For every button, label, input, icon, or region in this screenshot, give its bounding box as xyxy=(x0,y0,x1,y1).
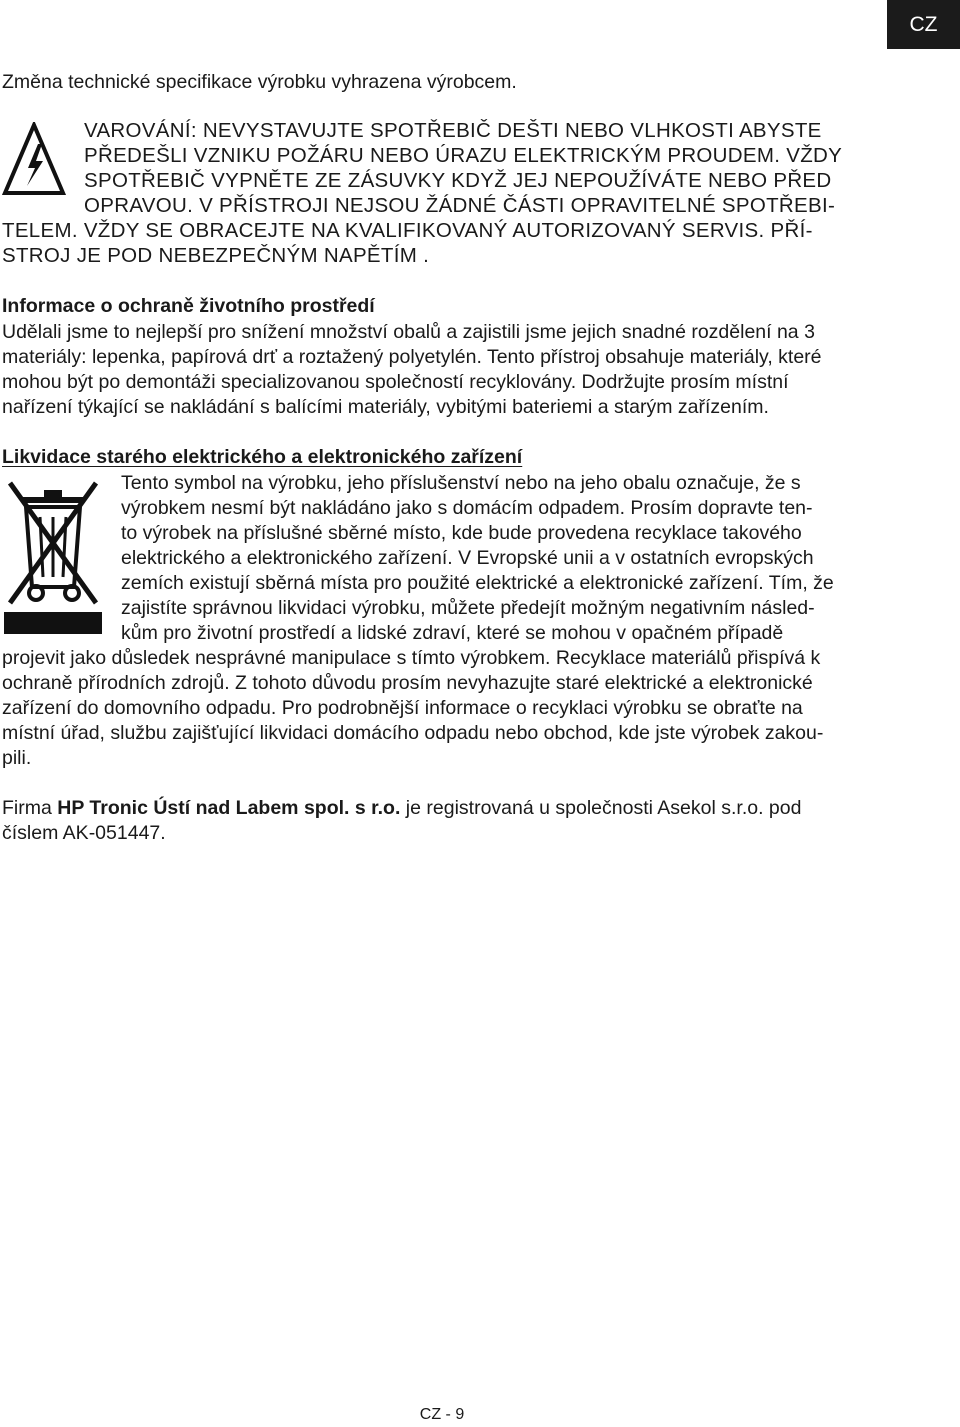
warning-line: PŘEDEŠLI VZNIKU POŽÁRU NEBO ÚRAZU ELEKTRICKÝM PROUDEM. VŽDY xyxy=(84,144,843,167)
warning-line: TELEM. VŽDY SE OBRACEJTE NA KVALIFIKOVANÝ AUTORIZOVANÝ SERVIS. PŘÍ- xyxy=(2,219,813,242)
disposal-heading: Likvidace starého elektrického a elektronického zařízení xyxy=(2,446,523,468)
environment-heading: Informace o ochraně životního prostředí xyxy=(2,295,375,317)
registration-suffix: je registrovaná u společnosti Asekol s.r.o. pod xyxy=(400,797,802,819)
disposal-text-line: výrobkem nesmí být nakládáno jako s domácím odpadem. Prosím dopravte ten- xyxy=(121,497,813,519)
warning-line: OPRAVOU. V PŘÍSTROJI NEJSOU ŽÁDNÉ ČÁSTI OPRAVITELNÉ SPOTŘEBI- xyxy=(84,194,836,217)
electric-shock-warning-icon xyxy=(2,122,66,196)
company-name: HP Tronic Ústí nad Labem spol. s r.o. xyxy=(57,797,401,819)
crossed-out-wheelie-bin-icon xyxy=(2,475,104,637)
warning-line: STROJ JE POD NEBEZPEČNÝM NAPĚTÍM . xyxy=(2,244,430,267)
disposal-text-line: zajistíte správnou likvidaci výrobku, můžete předejít možným negativním násled- xyxy=(121,597,815,619)
environment-text-line: materiály: lepenka, papírová drť a roztažený polyetylén. Tento přístroj obsahuje materiály, které xyxy=(2,346,822,368)
disposal-text-line: projevit jako důsledek nesprávné manipulace s tímto výrobkem. Recyklace materiálů přispívá k xyxy=(2,647,821,669)
language-tab: CZ xyxy=(887,0,960,49)
registration-number-line: číslem AK-051447. xyxy=(2,822,166,844)
disposal-text-line: místní úřad, službu zajišťující likvidaci domácího odpadu nebo obchod, kde jste výrobek zakou- xyxy=(2,722,824,744)
specification-notice: Změna technické specifikace výrobku vyhrazena výrobcem. xyxy=(2,71,517,93)
disposal-text-line: Tento symbol na výrobku, jeho příslušenství nebo na jeho obalu označuje, že s xyxy=(121,472,801,494)
page-number: CZ - 9 xyxy=(419,1406,465,1423)
environment-text-line: mohou být po demontáži specializovanou společností recyklovány. Dodržujte prosím místní xyxy=(2,371,789,393)
disposal-text-line: zemích existují sběrná místa pro použité elektrické a elektronické zařízení. Tím, že xyxy=(121,572,834,594)
disposal-text-line: ochraně přírodních zdrojů. Z tohoto důvodu prosím nevyhazujte staré elektrické a elektronické xyxy=(2,672,813,694)
warning-line: VAROVÁNÍ: NEVYSTAVUJTE SPOTŘEBIČ DEŠTI NEBO VLHKOSTI ABYSTE xyxy=(84,119,822,142)
disposal-text-line: to výrobek na příslušné sběrné místo, kde bude provedena recyklace takového xyxy=(121,522,802,544)
disposal-text-line: pili. xyxy=(2,747,32,769)
environment-text-line: Udělali jsme to nejlepší pro snížení množství obalů a zajistili jsme jejich snadné rozdělení na 3 xyxy=(2,321,815,343)
warning-line: SPOTŘEBIČ VYPNĚTE ZE ZÁSUVKY KDYŽ JEJ NEPOUŽÍVÁTE NEBO PŘED xyxy=(84,169,832,192)
disposal-text-line: kům pro životní prostředí a lidské zdraví, které se mohou v opačném případě xyxy=(121,622,784,644)
environment-text-line: nařízení týkající se nakládání s balícími materiály, vybitými bateriemi a starým zařízením. xyxy=(2,396,769,418)
registration-line xyxy=(2,797,801,820)
registration-prefix: Firma xyxy=(2,797,58,819)
disposal-text-line: elektrického a elektronického zařízení. V Evropské unii a v ostatních evropských xyxy=(121,547,814,569)
disposal-text-line: zařízení do domovního odpadu. Pro podrobnější informace o recyklaci výrobku se obraťte na xyxy=(2,697,803,719)
